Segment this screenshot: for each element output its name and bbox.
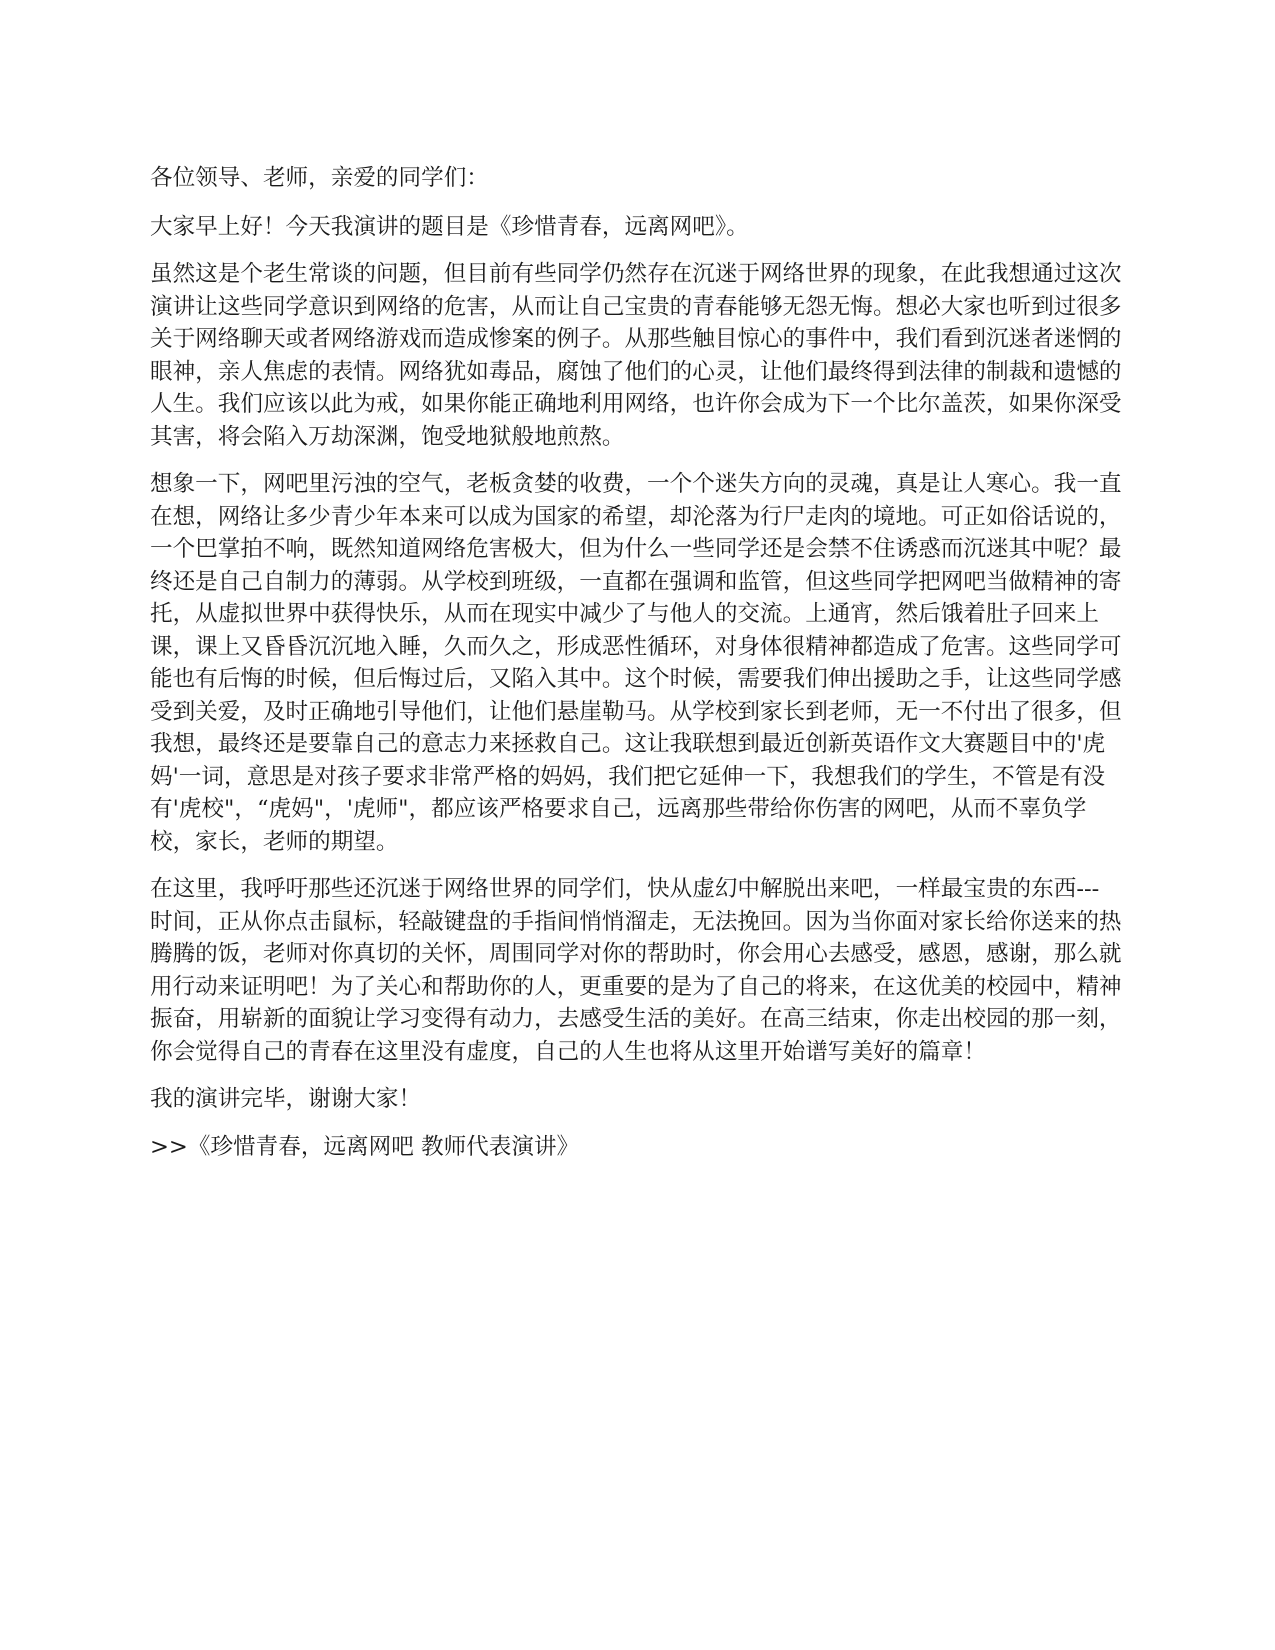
body-paragraph-3-intro: 在这里，我呼吁那些还沉迷于网络世界的同学们，快从虚幻中解脱出来吧，一样最宝贵的东西--- [150, 876, 1100, 902]
body-paragraph-3: 时间，正从你点击鼠标，轻敲键盘的手指间悄悄溜走，无法挽回。因为当你面对家长给你送来的热腾腾的饭，老师对你真切的关怀，周围同学对你的帮助时，你会用心去感受，感恩，感谢，那么就用行动来证明吧！为了关心和帮助你的人，更重要的是为了自己的将来，在这优美的校园中，精神振奋，用崭新的面貌让学习变得有动力，去感受生活的美好。在高三结束，你走出校园的那一刻，你会觉得自己的青春在这里没有虚度，自己的人生也将从这里开始谱写美好的篇章！ [150, 908, 1122, 1065]
closing-line: 我的演讲完毕，谢谢大家！ [150, 1086, 422, 1112]
speech-document [150, 162, 1130, 1163]
related-speech-link[interactable]: >>《珍惜青春，远离网吧 教师代表演讲》 [150, 1133, 580, 1160]
greeting: 各位领导、老师，亲爱的同学们： [150, 165, 489, 191]
body-paragraph-2: 想象一下，网吧里污浊的空气，老板贪婪的收费，一个个迷失方向的灵魂，真是让人寒心。我一直在想，网络让多少青少年本来可以成为国家的希望，却沦落为行尸走肉的境地。可正如俗话说的，一个巴掌拍不响，既然知道网络危害极大，但为什么一些同学还是会禁不住诱惑而沉迷其中呢？最终还是自己自制力的薄弱。从学校到班级，一直都在强调和监管，但这些同学把网吧当做精神的寄托，从虚拟世界中获得快乐，从而在现实中减少了与他人的交流。上通宵，然后饿着肚子回来上课，课上又昏昏沉沉地入睡，久而久之，形成恶性循环，对身体很精神都造成了危害。这些同学可能也有后悔的时候，但后悔过后，又陷入其中。这个时候，需要我们伸出援助之手，让这些同学感受到关爱，及时正确地引导他们，让他们悬崖勒马。从学校到家长到老师，无一不付出了很多，但我想，最终还是要靠自己的意志力来拯救自己。这让我联想到最近创新英语作文大赛题目中的'虎妈'一词，意思是对孩子要求非常严格的妈妈，我们把它延伸一下，我想我们的学生，不管是有没有'虎校"，“虎妈"，'虎师"，都应该严格要求自己，远离那些带给你伤害的网吧，从而不辜负学校，家长，老师的期望。 [150, 471, 1122, 855]
opening-paragraph: 大家早上好！今天我演讲的题目是《珍惜青春，远离网吧》。 [150, 213, 749, 240]
body-paragraph-1: 虽然这是个老生常谈的问题，但目前有些同学仍然存在沉迷于网络世界的现象，在此我想通过这次演讲让这些同学意识到网络的危害，从而让自己宝贵的青春能够无怨无悔。想必大家也听到过很多关于网络聊天或者网络游戏而造成惨案的例子。从那些触目惊心的事件中，我们看到沉迷者迷惘的眼神，亲人焦虑的表情。网络犹如毒品，腐蚀了他们的心灵，让他们最终得到法律的制裁和遗憾的人生。我们应该以此为戒，如果你能正确地利用网络，也许你会成为下一个比尔盖茨，如果你深受其害，将会陷入万劫深渊，饱受地狱般地煎熬。 [150, 261, 1122, 450]
